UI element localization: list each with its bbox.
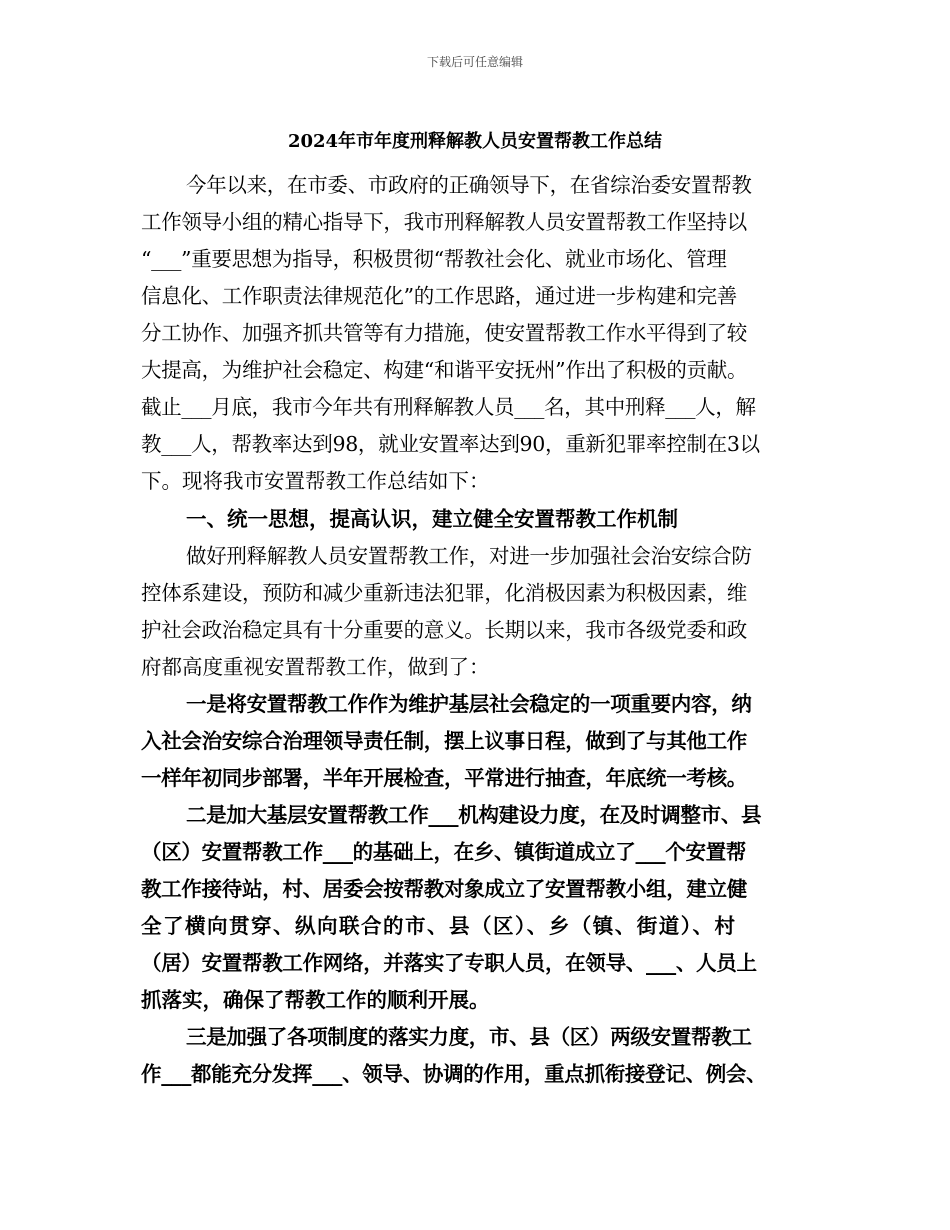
paragraph-line: 截止___月底，我市今年共有刑释解教人员___名，其中刑释___人，解 [141,395,756,419]
section-heading: 一、统一思想，提高认识，建立健全安置帮教工作机制 [186,507,678,531]
paragraph-line: （区）安置帮教工作___的基础上，在乡、镇街道成立了___个安置帮 [141,840,747,864]
paragraph-line: 府都高度重视安置帮教工作，做到了： [141,655,490,679]
paragraph-line: 作___都能充分发挥___、领导、协调的作用，重点抓衔接登记、例会、 [141,1062,767,1086]
paragraph-line: 分工协作、加强齐抓共管等有力措施，使安置帮教工作水平得到了较 [141,321,747,345]
paragraph-line: 做好刑释解教人员安置帮教工作，对进一步加强社会治安综合防 [186,544,752,568]
paragraph-line: 三是加强了各项制度的落实力度，市、县（区）两级安置帮教工 [186,1025,752,1049]
paragraph-line: 下。现将我市安置帮教工作总结如下： [141,469,490,493]
paragraph-line: （居）安置帮教工作网络，并落实了专职人员，在领导、___、人员上 [141,951,757,975]
paragraph-line: 全了横向贯穿、纵向联合的市、县（区）、乡（镇、街道）、村 [141,914,737,938]
paragraph-line: 工作领导小组的精心指导下，我市刑释解教人员安置帮教工作坚持以 [141,210,747,234]
paragraph-line: 一是将安置帮教工作作为维护基层社会稳定的一项重要内容，纳 [186,692,752,716]
document-title: 2024年市年度刑释解教人员安置帮教工作总结 [287,131,663,152]
paragraph-line: 信息化、工作职责法律规范化”的工作思路，通过进一步构建和完善 [141,284,737,308]
paragraph-line: 二是加大基层安置帮教工作___机构建设力度，在及时调整市、县 [186,803,762,827]
paragraph-line: “___”重要思想为指导，积极贯彻“帮教社会化、就业市场化、管理 [141,247,727,271]
paragraph-line: 今年以来，在市委、市政府的正确领导下，在省综治委安置帮教 [186,173,752,197]
page-header: 下载后可任意编辑 [426,55,523,69]
paragraph-line: 护社会政治稳定具有十分重要的意义。长期以来，我市各级党委和政 [141,618,747,642]
paragraph-line: 控体系建设，预防和减少重新违法犯罪，化消极因素为积极因素，维 [141,581,747,605]
paragraph-line: 抓落实，确保了帮教工作的顺利开展。 [141,988,490,1012]
paragraph-line: 教工作接待站，村、居委会按帮教对象成立了安置帮教小组，建立健 [141,877,747,901]
paragraph-line: 教___人，帮教率达到98，就业安置率达到90，重新犯罪率控制在3以 [141,432,760,456]
paragraph-line: 一样年初同步部署，半年开展检查，平常进行抽查，年底统一考核。 [141,766,747,790]
paragraph-line: 入社会治安综合治理领导责任制，摆上议事日程，做到了与其他工作 [141,729,747,753]
paragraph-line: 大提高，为维护社会稳定、构建“和谐平安抚州”作出了积极的贡献。 [141,358,748,382]
